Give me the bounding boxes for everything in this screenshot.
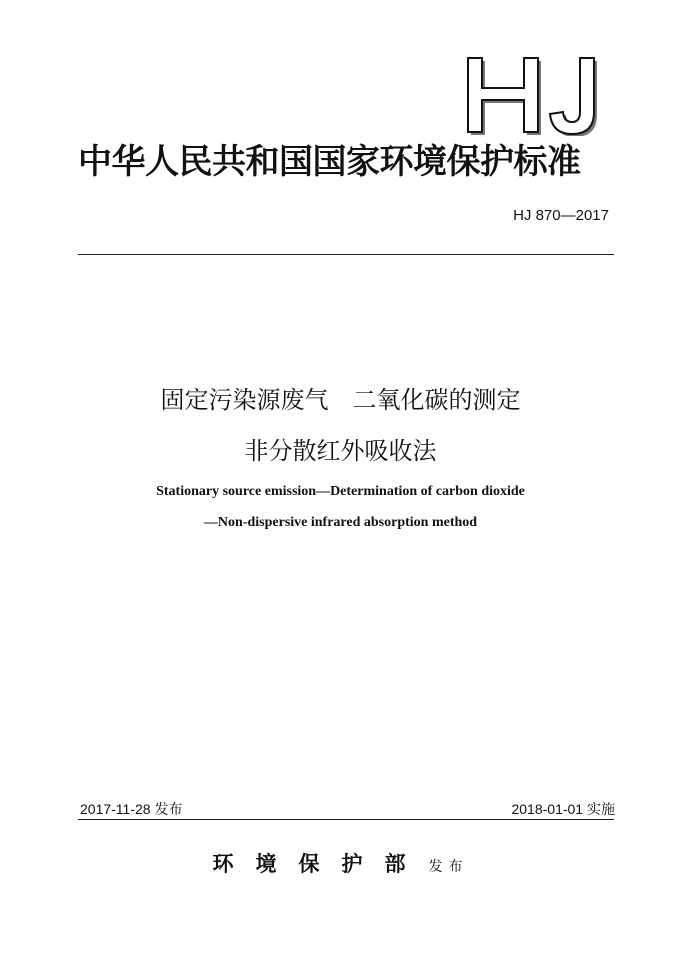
issuer-line <box>0 848 681 878</box>
document-title-cn-line2: 非分散红外吸收法 <box>244 437 437 465</box>
release-date: 2017-11-28 发布 <box>80 801 183 817</box>
implementation-date: 2018-01-01 实施 <box>511 801 615 817</box>
logo-letter-j <box>550 58 597 136</box>
issuer-name: 环境保护部 <box>212 851 428 876</box>
top-divider <box>78 254 614 255</box>
document-title-en-line2: —Non-dispersive infrared absorption method <box>203 515 478 530</box>
standard-number: HJ 870—2017 <box>513 207 609 224</box>
document-title-en-line1: Stationary source emission—Determination of carbon dioxide <box>156 484 525 499</box>
logo-letter-h <box>468 58 541 135</box>
hj-logo-icon <box>462 54 608 136</box>
issuer-verb: 发布 <box>428 859 469 875</box>
bottom-divider <box>78 819 614 820</box>
agency-title: 中华人民共和国国家环境保护标准 <box>78 142 581 182</box>
document-title-cn-line1: 固定污染源废气 二氧化碳的测定 <box>160 386 521 414</box>
